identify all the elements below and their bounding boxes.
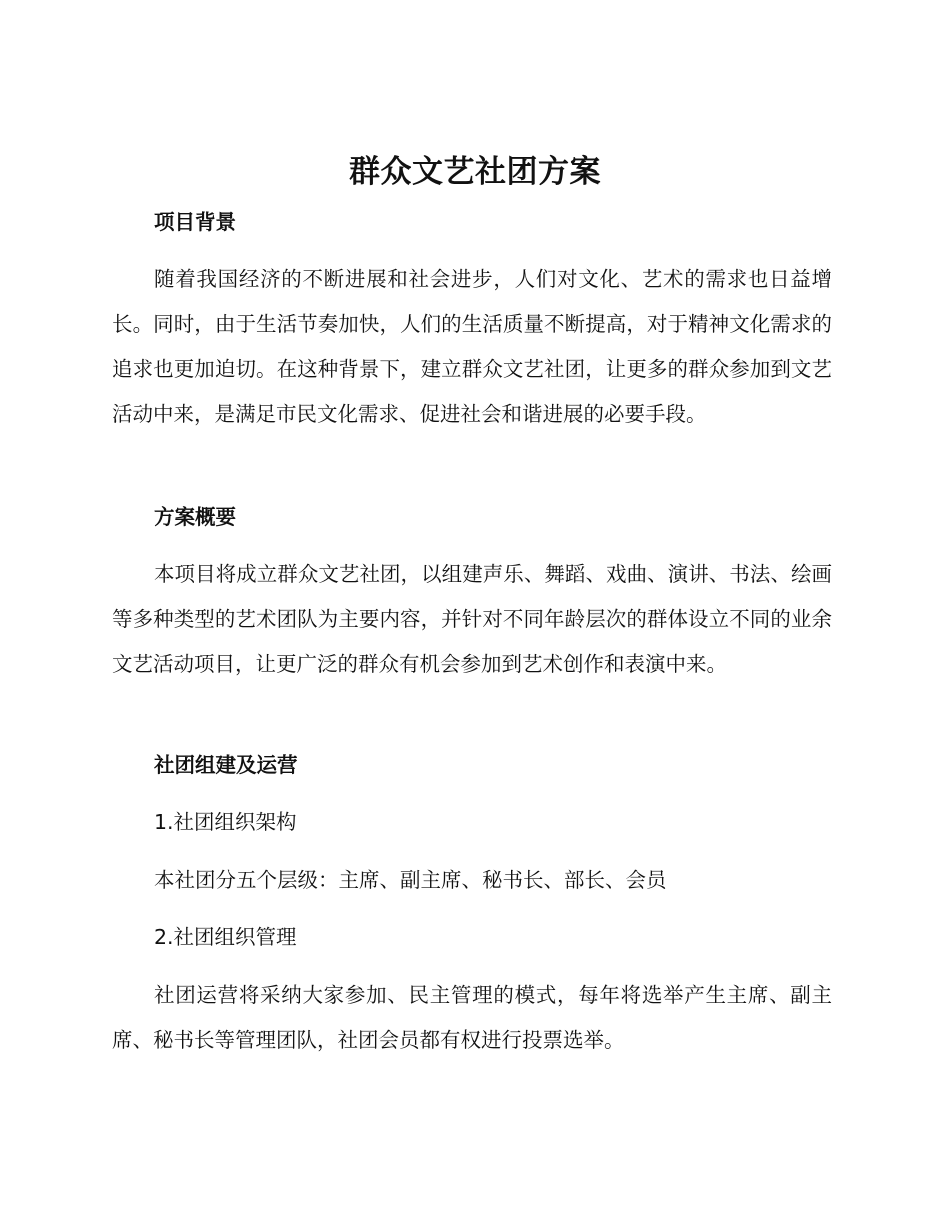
structure-text: 本社团分五个层级：主席、副主席、秘书长、部长、会员 [154,868,667,892]
section-paragraph-overview: 本项目将成立群众文艺社团，以组建声乐、舞蹈、戏曲、演讲、书法、绘画等多种类型的艺术团队为主要内容，并针对不同年龄层次的群体设立不同的业余文艺活动项目，让更广泛的群众有机会参加到艺术创作和表演中来。 [112,562,832,676]
section-heading-organization: 社团组建及运营 [154,753,298,777]
document-title: 群众文艺社团方案 [349,154,601,190]
section-paragraph-background: 随着我国经济的不断进展和社会进步，人们对文化、艺术的需求也日益增长。同时，由于生活节奏加快，人们的生活质量不断提高，对于精神文化需求的追求也更加迫切。在这种背景下，建立群众文艺社团，让更多的群众参加到文艺活动中来，是满足市民文化需求、促进社会和谐进展的必要手段。 [112,267,832,426]
management-text: 社团运营将采纳大家参加、民主管理的模式，每年将选举产生主席、副主席、秘书长等管理团队，社团会员都有权进行投票选举。 [112,983,832,1052]
section-heading-background: 项目背景 [154,210,236,234]
subheading-structure: 1.社团组织架构 [154,810,297,834]
subheading-management: 2.社团组织管理 [154,925,297,949]
section-heading-overview: 方案概要 [154,505,236,529]
